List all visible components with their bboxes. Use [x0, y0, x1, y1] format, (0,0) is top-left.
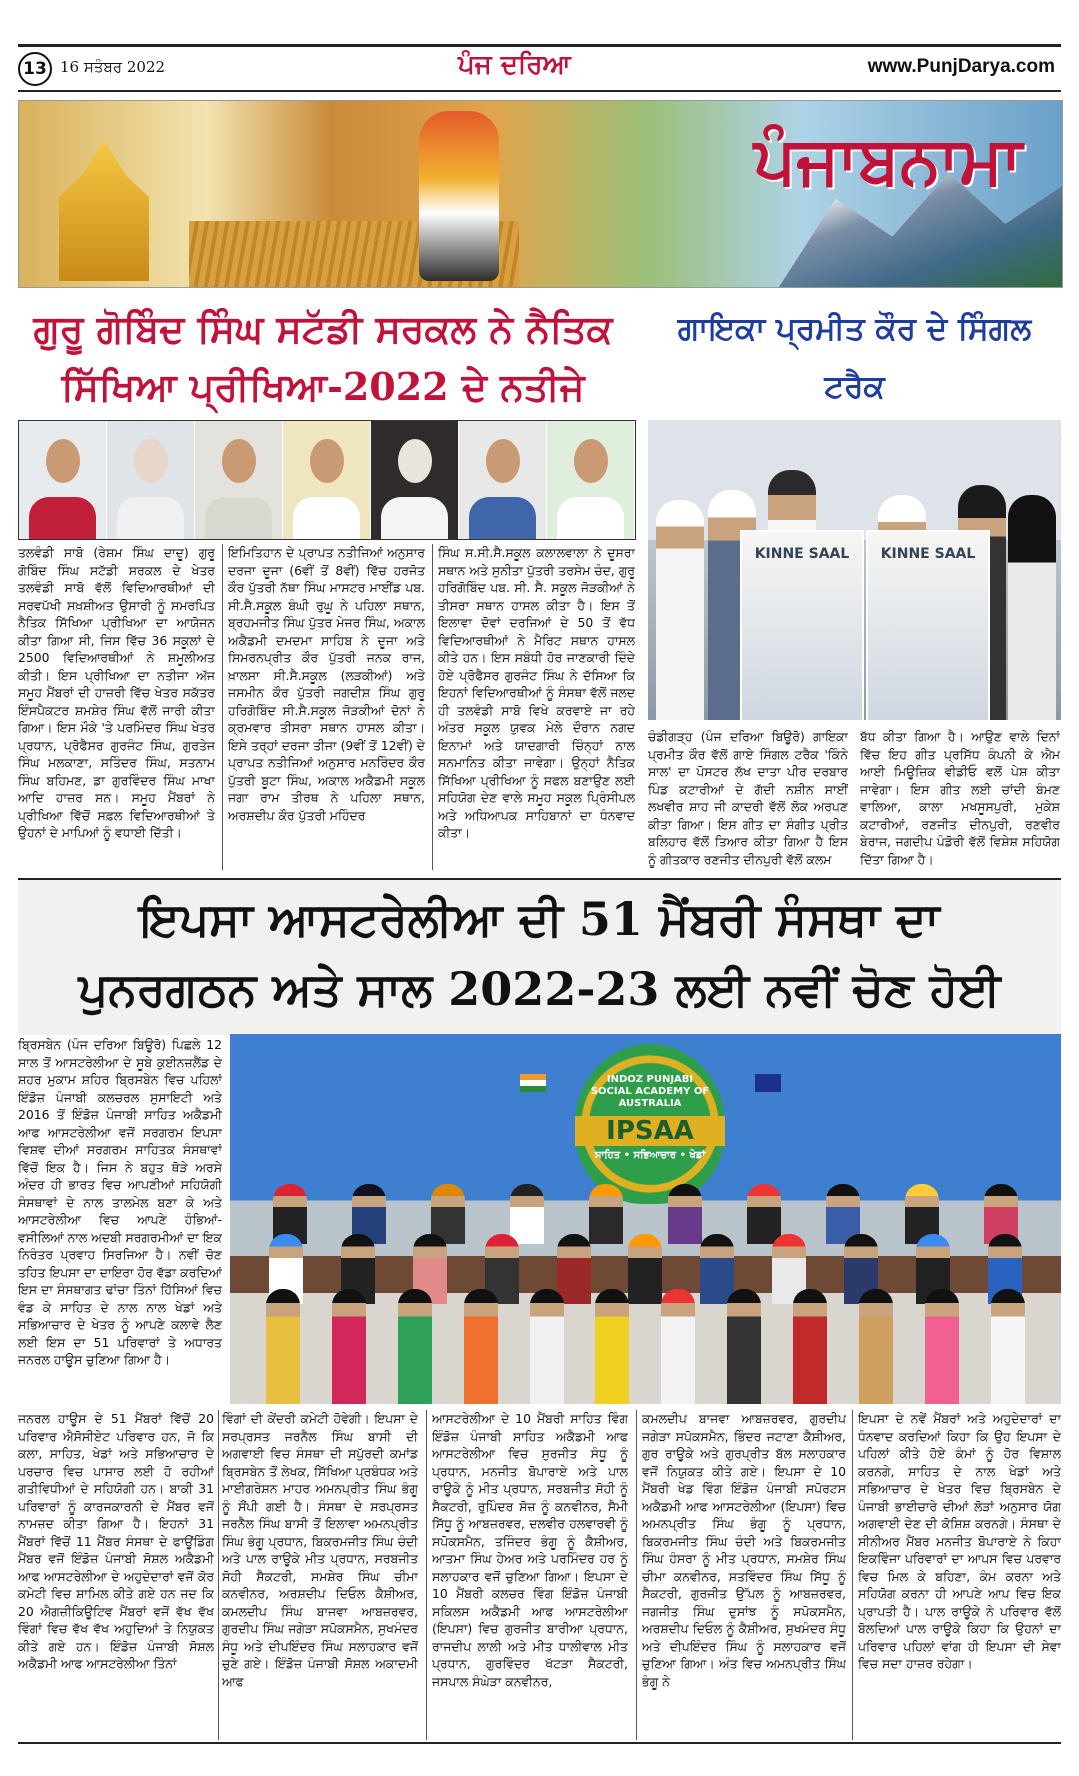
poster-launch-photo [648, 420, 1061, 720]
column-divider [426, 1410, 427, 1740]
badge-acronym: IPSAA [575, 1116, 725, 1146]
story1-column: ਸਿੰਘ ਸ.ਸੀ.ਸੈ.ਸਕੂਲ ਕਲਾਲਵਾਲਾ ਨੇ ਦੂਸਰਾ ਸਥਾਨ ਅਤੇ ਸੁਨੀਤਾ ਪੁੱਤਰੀ ਤਰਸੇਮ ਚੰਦ, ਗੁਰੂ ਹਰਿਗੋਬਿੰਦ ਪਬ. ਸੀ. ਸੈ. ਸਕੂਲ ਜੋੜਕੀਆਂ ਨੇ ਤੀਸਰਾ ਸਥਾਨ ਹਾਸਲ ਕੀਤਾ ਹੈ। ਇਸ ਤੋਂ ਇਲਾਵਾ ਦੋਵਾਂ ਦਰਜਿਆਂ ਦੇ 50 ਤੋਂ ਵੱਧ ਵਿਦਿਆਰਥੀਆਂ ਨੇ ਮੈਰਿਟ ਸਥਾਨ ਹਾਸਲ ਕੀਤੇ ਹਨ। ਇਸ ਸਬੰਧੀ ਹੋਰ ਜਾਣਕਾਰੀ ਦਿੰਦੇ ਹੋਏ ਪ੍ਰੋਫੈਸਰ ਗੁਰਜੰਟ ਸਿੰਘ ਨੇ ਦੱਸਿਆ ਕਿ ਇਹਨਾਂ ਵਿਦਿਆਰਥੀਆਂ ਨੂੰ ਸੰਸਥਾ ਵੱਲੋਂ ਜਲਦ ਹੀ ਤਲਵੰਡੀ ਸਾਬੋ ਵਿਖੇ ਕਰਵਾਏ ਜਾ ਰਹੇ ਅੰਤਰ ਸਕੂਲ ਯੁਵਕ ਮੇਲੇ ਦੌਰਾਨ ਨਗਦ ਇਨਾਮਾਂ ਅਤੇ ਯਾਦਗਾਰੀ ਚਿੰਨ੍ਹਾਂ ਨਾਲ ਸਨਮਾਨਿਤ ਕੀਤਾ ਜਾਵੇਗਾ। ਉਨ੍ਹਾਂ ਨੈਤਿਕ ਸਿੱਖਿਆ ਪ੍ਰੀਖਿਆ ਨੂੰ ਸਫਲ ਬਣਾਉਣ ਲਈ ਸਹਿਯੋਗ ਦੇਣ ਵਾਲੇ ਸਮੂਹ ਸਕੂਲ ਪ੍ਰਿੰਸੀਪਲ ਅਤੇ ਅਧਿਆਪਕ ਸਾਹਿਬਾਨਾਂ ਦਾ ਧੰਨਵਾਦ ਕੀਤਾ। [438, 545, 635, 840]
student-portraits [18, 420, 636, 540]
column-divider [218, 1410, 219, 1740]
golden-temple-image [29, 141, 179, 281]
issue-date: 16 ਸਤੰਬਰ 2022 [60, 58, 166, 76]
group-row-front [250, 1289, 1041, 1404]
page-header [18, 50, 1061, 88]
story3-column: ਆਸਟਰੇਲੀਆ ਦੇ 10 ਮੈਂਬਰੀ ਸਾਹਿਤ ਵਿੰਗ ਇੰਡੋਜ਼ ਪੰਜਾਬੀ ਸਾਹਿਤ ਅਕੈਡਮੀ ਆਫ ਆਸਟਰੇਲੀਆ ਵਿਚ ਸੁਰਜੀਤ ਸੰਧੂ ਨੂੰ ਪ੍ਰਧਾਨ, ਮਨਜੀਤ ਬੋਪਾਰਾਏ ਅਤੇ ਪਾਲ ਰਾਊਕੇ ਨੂੰ ਮੀਤ ਪ੍ਰਧਾਨ, ਸਰਬਜੀਤ ਸੋਹੀ ਨੂੰ ਸੈਕਟਰੀ, ਰੁਪਿੰਦਰ ਸੋਜ਼ ਨੂੰ ਕਨਵੀਨਰ, ਸੈਮੀ ਸਿੱਧੂ ਨੂੰ ਆਬਜ਼ਰਵਰ, ਦਲਵੀਰ ਹਲਵਾਰਵੀ ਨੂੰ ਸਪੋਕਸਮੈਨ, ਤਜਿੰਦਰ ਭੰਗੂ ਨੂੰ ਕੈਸ਼ੀਅਰ, ਆਤਮਾ ਸਿੰਘ ਹੇਅਰ ਅਤੇ ਪਰਮਿੰਦਰ ਹਰ ਨੂੰ ਸਲਾਹਕਾਰ ਵਜੋਂ ਚੁਣਿਆ ਗਿਆ। ਇਪਸਾ ਦੇ 10 ਮੈਂਬਰੀ ਕਲਚਰ ਵਿੰਗ ਇੰਡੋਜ਼ ਪੰਜਾਬੀ ਸਕਿਲਸ ਅਕੈਡਮੀ ਆਫ ਆਸਟਰੇਲੀਆ (ਇਪਸਾ) ਵਿਚ ਗੁਰਜੀਤ ਬਾਰੀਆ ਪ੍ਰਧਾਨ, ਰਾਜਦੀਪ ਲਾਲੀ ਅਤੇ ਮੀਤ ਧਾਲੀਵਾਲ ਮੀਤ ਪ੍ਰਧਾਨ, ਗੁਰਵਿੰਦਰ ਖੱਟੜਾ ਸੈਕਟਰੀ, ਜਸਪਾਲ ਸੰਘੇੜਾ ਕਨਵੀਨਰ, [432, 1411, 628, 1689]
header-rule [18, 90, 1061, 92]
story3-headline-line2: ਪੁਨਰਗਠਨ ਅਤੇ ਸਾਲ 2022-23 ਲਈ ਨਵੀਂ ਚੋਣ ਹੋਈ [78, 962, 1001, 1016]
bhangra-dancer-image [419, 111, 499, 281]
story3-headline-line1: ਇਪਸਾ ਆਸਟਰੇਲੀਆ ਦੀ 51 ਮੈਂਬਰੀ ਸੰਸਥਾ ਦਾ [139, 892, 940, 946]
story3-column: ਜਨਰਲ ਹਾਊਸ ਦੇ 51 ਮੈਂਬਰਾਂ ਵਿੱਚੋਂ 20 ਪਰਿਵਾਰ ਐਸੋਸੀਏਟ ਪਰਿਵਾਰ ਹਨ, ਜੋ ਕਿ ਕਲਾ, ਸਾਹਿਤ, ਖੇਡਾਂ ਅਤੇ ਸਭਿਆਚਾਰ ਦੇ ਪਰਚਾਰ ਵਿਚ ਪਾਸਾਰ ਲਈ ਹੋ ਰਹੀਆਂ ਗਤੀਵਿਧੀਆਂ ਦੇ ਸਹਿਯੋਗੀ ਹਨ। ਬਾਕੀ 31 ਪਰਿਵਾਰਾਂ ਨੂੰ ਕਾਰਜਕਾਰਨੀ ਦੇ ਮੈਂਬਰ ਵਜੋਂ ਨਾਮਜ਼ਦ ਕੀਤਾ ਗਿਆ ਹੈ। ਇਹਨਾਂ 31 ਮੈਂਬਰਾਂ ਵਿੱਚੋਂ 11 ਮੈਂਬਰ ਸੰਸਥਾ ਦੇ ਫਾਊਂਡਿੰਗ ਮੈਂਬਰ ਵਜੋਂ ਇੰਡੋਜ਼ ਪੰਜਾਬੀ ਸੋਸ਼ਲ ਅਕੈਡਮੀ ਆਫ ਆਸਟਰੇਲੀਆ ਦੇ ਅਹੁਦੇਦਾਰਾਂ ਵਜੋਂ ਕੋਰ ਕਮੇਟੀ ਵਿਚ ਸ਼ਾਮਿਲ ਕੀਤੇ ਗਏ ਹਨ ਜਦ ਕਿ 20 ਐਗਜ਼ੀਕਿਊਟਿਵ ਮੈਂਬਰਾਂ ਵਜੋਂ ਵੱਖ ਵੱਖ ਵਿੰਗਾਂ ਵਿਚ ਵੱਖ ਵੱਖ ਅਹੁਦਿਆਂ ਤੇ ਨਿਯੁਕਤ ਕੀਤੇ ਗਏ ਹਨ। ਇੰਡੋਜ਼ ਪੰਜਾਬੀ ਸੋਸ਼ਲ ਅਕੈਡਮੀ ਆਫ ਆਸਟਰੇਲੀਆ ਤਿੰਨਾਂ [18, 1411, 214, 1671]
story1-column: ਇਮਿਤਿਹਾਨ ਦੇ ਪ੍ਰਾਪਤ ਨਤੀਜਿਆਂ ਅਨੁਸਾਰ ਦਰਜਾ ਦੂਜਾ (6ਵੀਂ ਤੋਂ 8ਵੀਂ) ਵਿੱਚ ਹਰਜੋਤ ਕੌਰ ਪੁੱਤਰੀ ਨੱਥਾ ਸਿੰਘ ਮਾਸਟਰ ਮਾਈਂਡ ਪਬ. ਸੀ.ਸੈ.ਸਕੂਲ ਬੰਘੀ ਰੁਘੂ ਨੇ ਪਹਿਲਾ ਸਥਾਨ, ਬ੍ਰਹਮਜੀਤ ਸਿੰਘ ਪੁੱਤਰ ਮੇਜਰ ਸਿੰਘ, ਅਕਾਲ ਅਕੈਡਮੀ ਦਮਦਮਾ ਸਾਹਿਬ ਨੇ ਦੂਜਾ ਅਤੇ ਸਿਮਰਨਪ੍ਰੀਤ ਕੌਰ ਪੁੱਤਰੀ ਜਨਕ ਰਾਜ, ਖ਼ਾਲਸਾ ਸੀ.ਸੈ.ਸਕੂਲ (ਲੜਕੀਆਂ) ਅਤੇ ਜਸਮੀਨ ਕੌਰ ਪੁੱਤਰੀ ਜਗਦੀਸ਼ ਸਿੰਘ ਗੁਰੂ ਹਰਿਗੋਬਿੰਦ ਸੀ.ਸੈ.ਸਕੂਲ ਜੋੜਕੀਆਂ ਦੋਨਾਂ ਨੇ ਕ੍ਰਮਵਾਰ ਤੀਸਰਾ ਸਥਾਨ ਹਾਸਲ ਕੀਤਾ। ਇਸੇ ਤਰ੍ਹਾਂ ਦਰਜਾ ਤੀਜਾ (9ਵੀਂ ਤੋਂ 12ਵੀਂ) ਦੇ ਪ੍ਰਾਪਤ ਨਤੀਜਿਆਂ ਅਨੁਸਾਰ ਮਨਰਿੰਦਰ ਕੌਰ ਪੁੱਤਰੀ ਬੂਟਾ ਸਿੰਘ, ਅਕਾਲ ਅਕੈਡਮੀ ਸਕੂਲ ਜਗਾ ਰਾਮ ਤੀਰਥ ਨੇ ਪਹਿਲਾ ਸਥਾਨ, ਅਰਸ਼ਦੀਪ ਕੌਰ ਪੁੱਤਰੀ ਮਹਿੰਦਰ [228, 545, 425, 823]
column-divider [432, 544, 433, 870]
story3-column: ਵਿੰਗਾਂ ਦੀ ਕੇਂਦਰੀ ਕਮੇਟੀ ਹੋਵੇਗੀ। ਇਪਸਾ ਦੇ ਸਰਪ੍ਰਸਤ ਜਰਨੈਲ ਸਿੰਘ ਬਾਸੀ ਦੀ ਅਗਵਾਈ ਵਿਚ ਸੰਸਥਾ ਦੀ ਸਪੁੱਰਦੀ ਕਮਾਂਡ ਬ੍ਰਿਸਬੇਨ ਤੋਂ ਲੇਖਕ, ਸਿੱਖਿਆ ਪ੍ਰਬੰਧਕ ਅਤੇ ਮਾਈਗਰੇਸ਼ਨ ਮਾਹਰ ਅਮਨਪ੍ਰੀਤ ਸਿੰਘ ਭੰਗੂ ਨੂੰ ਸੌਂਪੀ ਗਈ ਹੈ। ਸੰਸਥਾ ਦੇ ਸਰਪ੍ਰਸਤ ਜਰਨੈਲ ਸਿੰਘ ਬਾਸੀ ਤੋਂ ਇਲਾਵਾ ਅਮਨਪ੍ਰੀਤ ਸਿੰਘ ਭੰਗੂ ਪ੍ਰਧਾਨ, ਬਿਕਰਮਜੀਤ ਸਿੰਘ ਚੰਦੀ ਅਤੇ ਪਾਲ ਰਾਊਕੇ ਮੀਤ ਪ੍ਰਧਾਨ, ਸਰਬਜੀਤ ਸੋਹੀ ਸੈਕਟਰੀ, ਸਮਸ਼ੇਰ ਸਿੰਘ ਚੀਮਾ ਕਨਵੀਨਰ, ਅਰਸ਼ਦੀਪ ਦਿਓਲ ਕੈਸ਼ੀਅਰ, ਕਮਲਦੀਪ ਸਿੰਘ ਬਾਜਵਾ ਆਬਜ਼ਰਵਰ, ਗੁਰਦੀਪ ਸਿੰਘ ਜਗੇੜਾ ਸਪੋਕਸਮੈਨ, ਸੁਖਮੰਦਰ ਸੰਧੂ ਅਤੇ ਦੀਪਇੰਦਰ ਸਿੰਘ ਸਲਾਹਕਾਰ ਵਜੋਂ ਚੁਣੇ ਗਏ। ਇੰਡੋਜ਼ ਪੰਜਾਬੀ ਸੋਸ਼ਲ ਅਕਾਦਮੀ ਆਫ [222, 1411, 418, 1689]
bottom-rule [18, 1742, 1061, 1744]
story2-column: ਚੰਡੀਗੜ੍ਹ (ਪੰਜ ਦਰਿਆ ਬਿਊਰੋ) ਗਾਇਕਾ ਪ੍ਰਮੀਤ ਕੌਰ ਵੱਲੋਂ ਗਾਏ ਸਿੰਗਲ ਟਰੈਕ 'ਕਿੰਨੇ ਸਾਲ' ਦਾ ਪੋਸਟਰ ਲੱਖ ਦਾਤਾ ਪੀਰ ਦਰਬਾਰ ਪਿੰਡ ਕਟਾਰੀਆਂ ਦੇ ਗੱਦੀ ਨਸ਼ੀਨ ਸਾਈਂ ਲਖਵੀਰ ਸ਼ਾਹ ਜੀ ਕਾਦਰੀ ਵੱਲੋਂ ਲੋਕ ਅਰਪਣ ਕੀਤਾ ਗਿਆ। ਇਸ ਗੀਤ ਦਾ ਸੰਗੀਤ ਪ੍ਰੀਤ ਬਲਿਹਾਰ ਵੱਲੋਂ ਤਿਆਰ ਕੀਤਾ ਗਿਆ ਹੈ ਇਸ ਨੂੰ ਗੀਤਕਾਰ ਰਣਜੀਤ ਦੀਨਪੁਰੀ ਵੱਲੋਂ ਕਲਮ [648, 729, 848, 867]
badge-motto: ਸਾਹਿਤ • ਸਭਿਆਚਾਰ • ਖੇਡਾਂ [594, 1150, 706, 1161]
story1-headline-line1: ਗੁਰੂ ਗੋਬਿੰਦ ਸਿੰਘ ਸਟੱਡੀ ਸਰਕਲ ਨੇ ਨੈਤਿਕ [33, 306, 613, 351]
story2-column: ਬੱਧ ਕੀਤਾ ਗਿਆ ਹੈ। ਆਉਣ ਵਾਲੇ ਦਿਨਾਂ ਵਿੱਚ ਇਹ ਗੀਤ ਪ੍ਰਸਿੱਧ ਕੰਪਨੀ ਕੇ ਐਮ ਆਈ ਮਿਊਜ਼ਿਕ ਵੀਡੀਓ ਵਲੋਂ ਪੇਸ਼ ਕੀਤਾ ਜਾਵੇਗਾ। ਇਸ ਗੀਤ ਲਈ ਚਾਂਦੀ ਬੰਮਣ ਵਾਲਿਆ, ਕਾਲਾ ਮਖਸੂਸਪੁਰੀ, ਮੁਕੇਸ਼ ਕਟਾਰੀਆਂ, ਰਣਜੀਤ ਦੀਨਪੁਰੀ, ਰਣਵੀਰ ਬੇਰਾਜ, ਜਗਦੀਪ ਪੰਡੋਰੀ ਵੱਲੋਂ ਵਿਸ਼ੇਸ਼ ਸਹਿਯੋਗ ਦਿੱਤਾ ਗਿਆ ਹੈ। [860, 729, 1060, 867]
portrait-photo [107, 421, 195, 539]
portrait-photo [547, 421, 635, 539]
top-rule [18, 44, 1061, 47]
section-title: ਪੰਜਾਬਨਾਮਾ [753, 121, 1022, 199]
portrait-photo [371, 421, 459, 539]
story1-headline-line2: ਸਿੱਖਿਆ ਪ੍ਰੀਖਿਆ-2022 ਦੇ ਨਤੀਜੇ [61, 364, 585, 409]
column-divider [852, 1410, 853, 1740]
portrait-photo [19, 421, 107, 539]
story3-column: ਕਮਲਦੀਪ ਬਾਜਵਾ ਆਬਜ਼ਰਵਰ, ਗੁਰਦੀਪ ਜਗੇੜਾ ਸਪੋਕਸਮੈਨ, ਭਿੰਦਰ ਜਟਾਣਾ ਕੈਸ਼ੀਅਰ, ਗੁਰ ਰਾਊਕੇ ਅਤੇ ਗੁਰਪ੍ਰੀਤ ਬੱਲ ਸਲਾਹਕਾਰ ਵਜੋਂ ਨਿਯੁਕਤ ਕੀਤੇ ਗਏ। ਇਪਸਾ ਦੇ 10 ਮੈਂਬਰੀ ਖੇਡ ਵਿੰਗ ਇੰਡੋਜ਼ ਪੰਜਾਬੀ ਸਪੋਰਟਸ ਅਕੈਡਮੀ ਆਫ ਆਸਟਰੇਲੀਆ (ਇਪਸਾ) ਵਿਚ ਅਮਨਪ੍ਰੀਤ ਸਿੰਘ ਭੰਗੂ ਨੂੰ ਪ੍ਰਧਾਨ, ਬਿਕਰਮਜੀਤ ਸਿੰਘ ਚੰਦੀ ਅਤੇ ਬਿਕਰਮਜੀਤ ਸਿੰਘ ਹੰਸਰਾ ਨੂੰ ਮੀਤ ਪ੍ਰਧਾਨ, ਸਮਸ਼ੇਰ ਸਿੰਘ ਚੀਮਾ ਕਨਵੀਨਰ, ਸਤਵਿੰਦਰ ਸਿੰਘ ਸਿੱਧੂ ਨੂੰ ਸੈਕਟਰੀ, ਗੁਰਜੀਤ ਉੱਪਲ ਨੂੰ ਆਬਜ਼ਰਵਰ, ਜਗਜੀਤ ਸਿੰਘ ਦੁਸਾਂਝ ਨੂੰ ਸਪੋਕਸਮੈਨ, ਅਰਸ਼ਦੀਪ ਦਿਓਲ ਨੂੰ ਕੈਸ਼ੀਅਰ, ਸੁਖਮੰਦਰ ਸੰਧੂ ਅਤੇ ਦੀਪਇੰਦਰ ਸਿੰਘ ਨੂੰ ਸਲਾਹਕਾਰ ਵਜੋਂ ਚੁਣਿਆ ਗਿਆ। ਅੰਤ ਵਿਚ ਅਮਨਪ੍ਰੀਤ ਸਿੰਘ ਭੰਗੂ ਨੇ [642, 1411, 846, 1689]
single-track-poster [740, 530, 864, 720]
website-link[interactable]: www.PunjDarya.com [867, 56, 1055, 77]
person-figure [1008, 495, 1056, 720]
portrait-photo [283, 421, 371, 539]
badge-org-name: INDOZ PUNJABI SOCIAL ACADEMY OF AUSTRALIA [590, 1074, 710, 1109]
section-banner [18, 100, 1063, 288]
poster-title: KINNE SAAL [754, 546, 850, 562]
person-figure [656, 500, 704, 720]
story2-headline-line1: ਗਾਇਕਾ ਪ੍ਰਮੀਤ ਕੌਰ ਦੇ ਸਿੰਗਲ ਟਰੈਕ [677, 311, 1032, 405]
single-track-poster [866, 530, 990, 720]
column-divider [636, 1410, 637, 1740]
portrait-photo [459, 421, 547, 539]
poster-title: KINNE SAAL [880, 546, 976, 562]
story3-lead-column: ਬ੍ਰਿਸਬੇਨ (ਪੰਜ ਦਰਿਆ ਬਿਊਰੋ) ਪਿਛਲੇ 12 ਸਾਲ ਤੋਂ ਆਸਟਰੇਲੀਆ ਦੇ ਸੂਬੇ ਕੁਈਨਜ਼ਲੈਂਡ ਦੇ ਸ਼ਹਰ ਮੁਕਾਮ ਸ਼ਹਿਰ ਬ੍ਰਿਸਬੇਨ ਵਿਚ ਪਹਿਲਾਂ ਇੰਡੋਜ਼ ਪੰਜਾਬੀ ਕਲਚਰਲ ਸੁਸਾਇਟੀ ਅਤੇ 2016 ਤੋਂ ਇੰਡੋਜ਼ ਪੰਜਾਬੀ ਸਾਹਿਤ ਅਕੈਡਮੀ ਆਫ ਆਸਟਰੇਲੀਆ ਵਜੋਂ ਸਰਗਰਮ ਇਪਸਾ ਵਿਸ਼ਵ ਦੀਆਂ ਸਰਗਰਮ ਸਾਹਿਤਕ ਸੰਸਥਾਵਾਂ ਵਿੱਚੋਂ ਇਕ ਹੈ। ਜਿਸ ਨੇ ਬਹੁਤ ਥੋੜੇ ਅਰਸੇ ਅੰਦਰ ਹੀ ਭਾਰਤ ਵਿਚ ਆਪਣੀਆਂ ਸਹਿਯੋਗੀ ਸੰਸਥਾਵਾਂ ਦੇ ਨਾਲ ਤਾਲਮੇਲ ਬਣਾ ਕੇ ਅਤੇ ਆਸਟਰੇਲੀਆ ਵਿਚ ਆਪਣੇ ਹੰਭਿਆਂ-ਵਸੀਲਿਆਂ ਨਾਲ ਅਦਬੀ ਸਰਗਰਮੀਆਂ ਦਾ ਇਕ ਨਿਰੰਤਰ ਪ੍ਰਵਾਹ ਸਿਰਜਿਆ ਹੈ। ਨਵੀਂ ਚੋਣ ਤਹਿਤ ਇਪਸਾ ਦਾ ਦਾਇਰਾ ਹੋਰ ਵੱਡਾ ਕਰਦਿਆਂ ਇਸ ਦਾ ਸੰਸਥਾਗਤ ਢਾਂਚਾ ਤਿੰਨਾਂ ਹਿੱਸਿਆਂ ਵਿਚ ਵੰਡ ਕੇ ਸਾਹਿਤ ਦੇ ਨਾਲ ਨਾਲ ਖੇਡਾਂ ਅਤੇ ਸਭਿਆਚਾਰ ਦੇ ਖੇਤਰ ਨੂੰ ਆਪਣੇ ਕਲਾਵੇ ਲੈਣ ਲਈ ਇਸ ਦਾ 51 ਪਰਿਵਾਰਾਂ ਤੇ ਅਧਾਰਤ ਜਨਰਲ ਹਾਊਸ ਚੁਣਿਆ ਗਿਆ ਹੈ। [18, 1037, 222, 1367]
page-number: 13 [18, 52, 52, 86]
australia-flag-icon [755, 1074, 781, 1092]
masthead [458, 50, 571, 81]
story1-column: ਤਲਵੰਡੀ ਸਾਬੋ (ਰੇਸ਼ਮ ਸਿੰਘ ਦਾਦੂ) ਗੁਰੂ ਗੋਬਿੰਦ ਸਿੰਘ ਸਟੱਡੀ ਸਰਕਲ ਦੇ ਖੇਤਰ ਤਲਵੰਡੀ ਸਾਬੋ ਵੱਲੋਂ ਵਿਦਿਆਰਥੀਆਂ ਦੀ ਸਰਵਪੱਖੀ ਸਖ਼ਸ਼ੀਅਤ ਉਸਾਰੀ ਨੂੰ ਸਮਰਪਿਤ ਨੈਤਿਕ ਸਿੱਖਿਆ ਪ੍ਰੀਖਿਆ ਦਾ ਆਯੋਜਨ ਕੀਤਾ ਗਿਆ ਸੀ, ਜਿਸ ਵਿੱਚ 36 ਸਕੂਲਾਂ ਦੇ 2500 ਵਿਦਿਆਰਥੀਆਂ ਨੇ ਸ਼ਮੂਲੀਅਤ ਕੀਤੀ। ਇਸ ਪ੍ਰੀਖਿਆ ਦਾ ਨਤੀਜਾ ਅੱਜ ਸਮੂਹ ਮੈਂਬਰਾਂ ਦੀ ਹਾਜ਼ਰੀ ਵਿੱਚ ਖੇਤਰ ਸਕੱਤਰ ਇੰਸਪੈਕਟਰ ਸ਼ਮਸ਼ੇਰ ਸਿੰਘ ਵੱਲੋਂ ਜਾਰੀ ਕੀਤਾ ਗਿਆ। ਇਸ ਮੌਕੇ 'ਤੇ ਪਰਮਿੰਦਰ ਸਿੰਘ ਖੇਤਰ ਪ੍ਰਧਾਨ, ਪ੍ਰੋਫੈਸਰ ਗੁਰਜੰਟ ਸਿੰਘ, ਗੁਰਤੇਜ ਸਿੰਘ ਮਲਕਾਣਾ, ਸਤਿੰਦਰ ਸਿੰਘ, ਸਤਨਾਮ ਸਿੰਘ ਬਹਿਮਣ, ਡਾ ਗੁਰਵਿੰਦਰ ਸਿੰਘ ਮਾਖਾ ਆਦਿ ਹਾਜ਼ਰ ਸਨ। ਸਮੂਹ ਮੈਂਬਰਾਂ ਨੇ ਪ੍ਰੀਖਿਆ ਵਿੱਚੋਂ ਸਫ਼ਲ ਵਿਦਿਆਰਥੀਆਂ ਤੇ ਉਹਨਾਂ ਦੇ ਮਾਪਿਆਂ ਨੂੰ ਵਧਾਈ ਦਿੱਤੀ। [18, 545, 215, 840]
ipsaa-badge-logo [575, 1044, 725, 1204]
portrait-photo [195, 421, 283, 539]
story3-column: ਇਪਸਾ ਦੇ ਨਵੇਂ ਮੈਂਬਰਾਂ ਅਤੇ ਅਹੁਦੇਦਾਰਾਂ ਦਾ ਧੰਨਵਾਦ ਕਰਦਿਆਂ ਕਿਹਾ ਕਿ ਉਹ ਇਪਸਾ ਦੇ ਪਹਿਲਾਂ ਕੀਤੇ ਹੋਏ ਕੰਮਾਂ ਨੂੰ ਹੋਰ ਵਿਸ਼ਾਲ ਕਰਨਗੇ, ਸਾਹਿਤ ਦੇ ਨਾਲ ਖੇਡਾਂ ਅਤੇ ਸਭਿਆਚਾਰ ਦੇ ਖੇਤਰ ਵਿਚ ਬ੍ਰਿਸਬੇਨ ਦੇ ਪੰਜਾਬੀ ਭਾਈਚਾਰੇ ਦੀਆਂ ਲੋੜਾਂ ਅਨੁਸਾਰ ਯੋਗ ਅਗਵਾਈ ਦੇਣ ਦੀ ਕੋਸ਼ਿਸ਼ ਕਰਨਗੇ। ਸੰਸਥਾ ਦੇ ਸੀਨੀਅਰ ਮੈਂਬਰ ਮਨਜੀਤ ਬੋਪਾਰਾਏ ਨੇ ਕਿਹਾ ਇਕਵਿੰਜਾ ਪਰਿਵਾਰਾਂ ਦਾ ਆਪਸ ਵਿਚ ਪਰਵਾਰ ਵਿਚ ਮਿਲ ਕੇ ਬਹਿਣਾ, ਕੰਮ ਕਰਨਾ ਅਤੇ ਸਹਿਯੋਗ ਕਰਨਾ ਹੀ ਆਪਣੇ ਆਪ ਵਿਚ ਇਕ ਪ੍ਰਾਪਤੀ ਹੈ। ਪਾਲ ਰਾਊਕੇ ਨੇ ਪਰਿਵਾਰ ਵੱਲੋਂ ਬੋਲਦਿਆਂ ਪਾਲ ਰਾਊਕੇ ਕਿਹਾ ਕਿ ਉਹਨਾਂ ਦਾ ਪਰਿਵਾਰ ਪਹਿਲਾਂ ਵਾਂਗ ਹੀ ਇਪਸਾ ਦੀ ਸੇਵਾ ਵਿਚ ਸਦਾ ਹਾਜ਼ਰ ਰਹੇਗਾ। [858, 1411, 1061, 1671]
masthead-title: ਪੰਜ ਦਰਿਆ [458, 50, 571, 80]
column-divider [222, 544, 223, 870]
ipsaa-group-photo [230, 1034, 1061, 1404]
india-flag-icon [520, 1074, 546, 1092]
